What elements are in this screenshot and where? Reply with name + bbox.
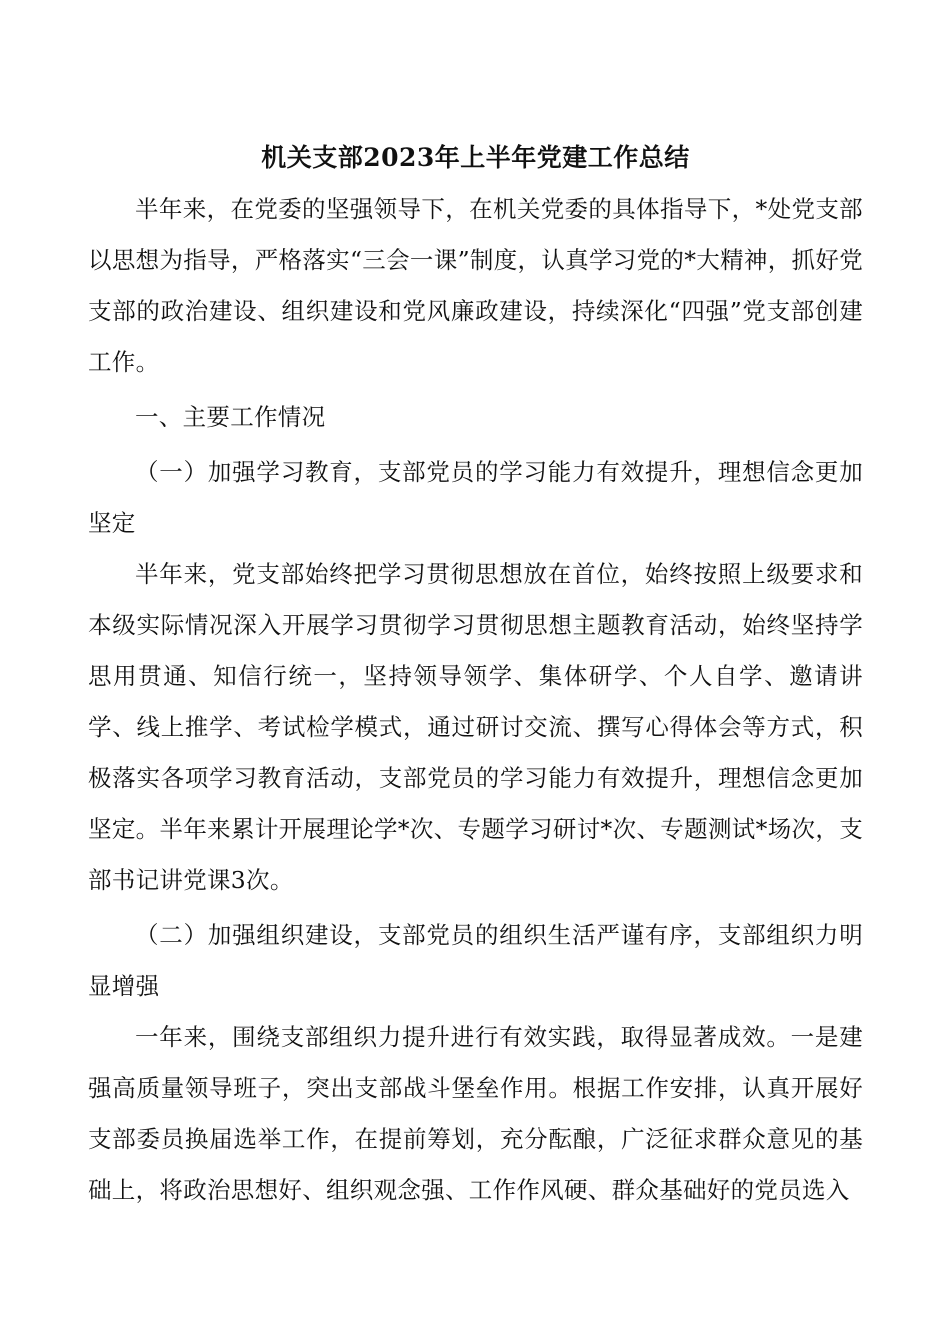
- section-heading-main-work: 一、主要工作情况: [135, 403, 326, 431]
- study-paragraph: 半年来，党支部始终把学习贯彻思想放在首位，始终按照上级要求和本级实际情况深入开展学习贯彻学习贯彻思想主题教育活动，始终坚持学思用贯通、知信行统一，坚持领导领学、集体研学、个人自学、邀请讲学、线上推学、考试检学模式，通过研讨交流、撰写心得体会等方式，积极落实各项学习教育活动，支部党员的学习能力有效提升，理想信念更加坚定。半年来累计开展理论学*次、专题学习研讨*次、专题测试*场次，支部书记讲党课3次。: [88, 560, 863, 894]
- organization-paragraph: 一年来，围绕支部组织力提升进行有效实践，取得显著成效。一是建强高质量领导班子，突出支部战斗堡垒作用。根据工作安排，认真开展好支部委员换届选举工作，在提前筹划，充分酝酿，广泛征求群众意见的基础上，将政治思想好、组织观念强、工作作风硬、群众基础好的党员选入: [88, 1023, 863, 1204]
- subsection-heading-organization: （二）加强组织建设，支部党员的组织生活严谨有序，支部组织力明显增强: [88, 921, 863, 1000]
- document-page: [88, 138, 863, 1216]
- document-title: 机关支部2023年上半年党建工作总结: [261, 143, 690, 172]
- intro-paragraph: 半年来，在党委的坚强领导下，在机关党委的具体指导下，*处党支部以思想为指导，严格落实“三会一课”制度，认真学习党的*大精神，抓好党支部的政治建设、组织建设和党风廉政建设，持续深化“四强”党支部创建工作。: [88, 195, 863, 376]
- subsection-heading-study: （一）加强学习教育，支部党员的学习能力有效提升，理想信念更加坚定: [88, 458, 863, 537]
